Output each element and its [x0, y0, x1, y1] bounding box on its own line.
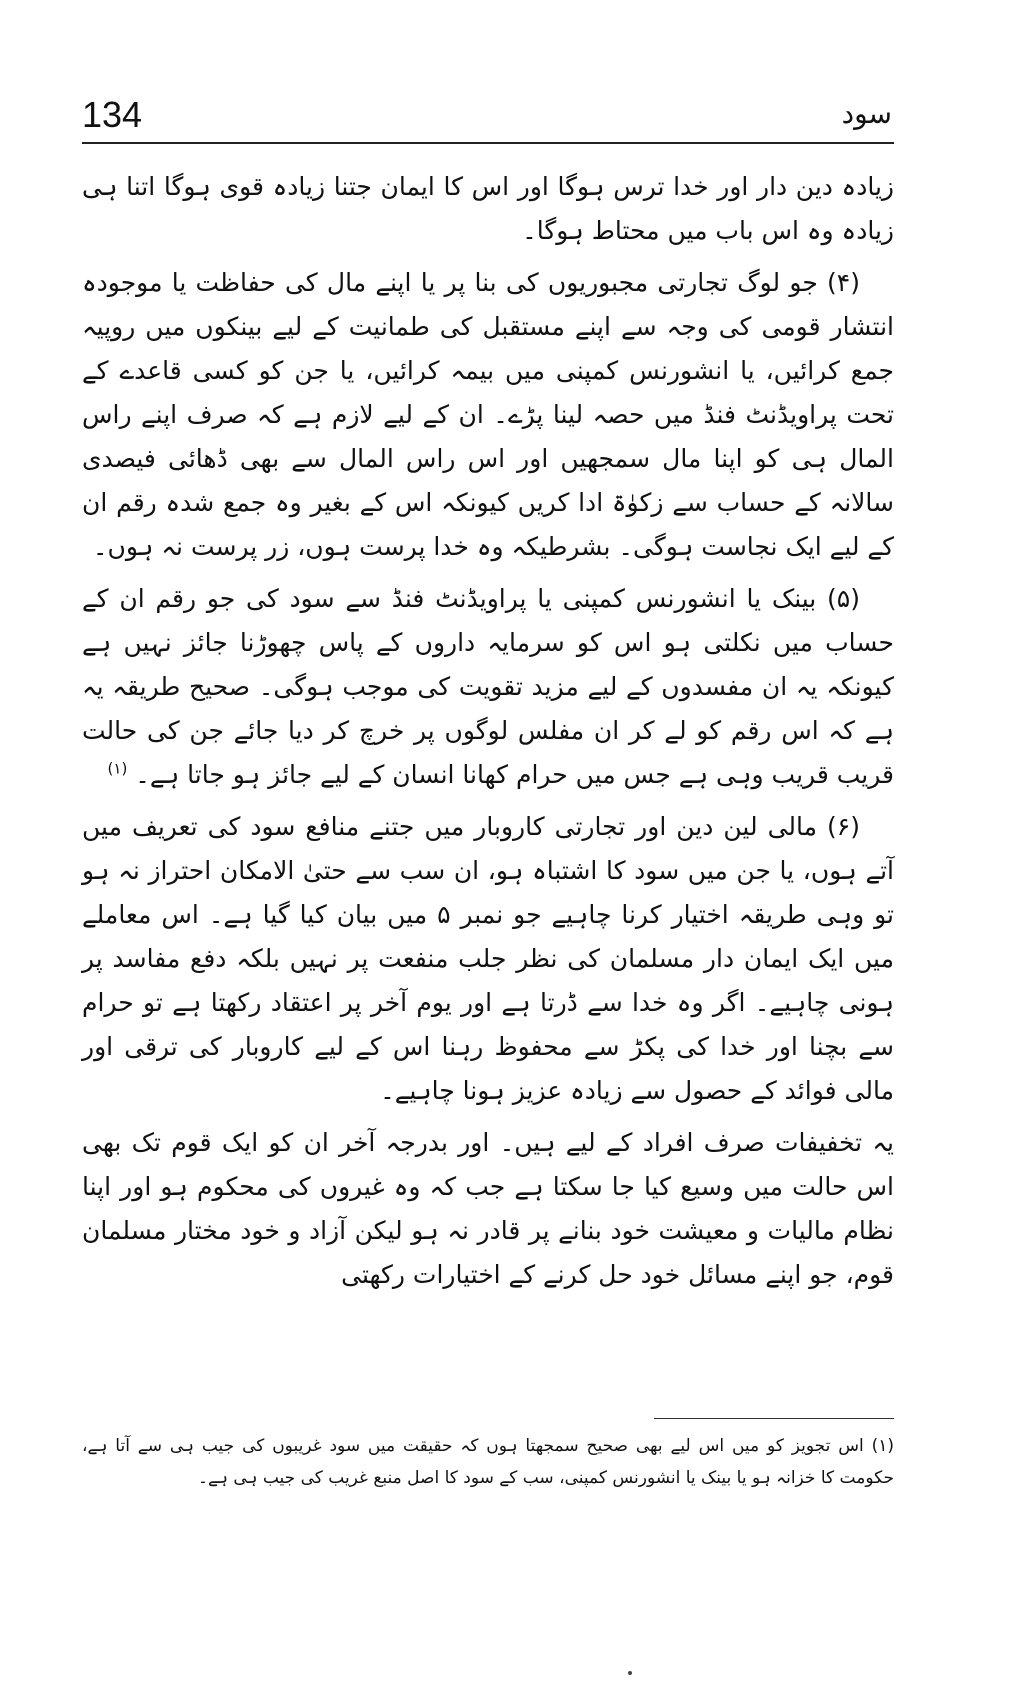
paragraph-continuation: زیادہ دین دار اور خدا ترس ہوگا اور اس کا ایمان جتنا زیادہ قوی ہوگا اتنا ہی زیادہ وہ اس باب میں محتاط ہوگا۔ [82, 172, 894, 245]
footnote-text: اس تجویز کو میں اس لیے بھی صحیح سمجھتا ہوں کہ حقیقت میں سود غریبوں کی جیب ہی سے آتا ہے، حکومت کا خزانہ ہو یا بینک یا انشورنس کمپنی، سب کے سود کا اصل منبع غریب کی جیب ہی ہے۔ [82, 1436, 894, 1488]
paragraph-concessions: یہ تخفیفات صرف افراد کے لیے ہیں۔ اور بدرجہ آخر ان کو ایک قوم تک بھی اس حالت میں وسیع کیا جا سکتا ہے جب کہ وہ غیروں کی محکوم ہو اور اپنا نظام مالیات و معیشت خود بنانے پر قادر نہ ہو لیکن آزاد و خود مختار مسلمان قوم، جو اپنے مسائل خود حل کرنے کے اختیارات رکھتی [82, 1128, 894, 1289]
footnote-rule [654, 1418, 894, 1419]
paragraph-point-5-text: (۵) بینک یا انشورنس کمپنی یا پراویڈنٹ فنڈ سے سود کی جو رقم ان کے حساب میں نکلتی ہو اس کو سرمایہ داروں کے پاس چھوڑنا جائز نہیں ہے کیونکہ یہ ان مفسدوں کے لیے مزید تقویت کی موجب ہوگی۔ صحیح طریقہ یہ ہے کہ اس رقم کو لے کر ان مفلس لوگوں پر خرچ کر دیا جائے جن کی حالت قریب قریب وہی ہے جس میں حرام کھانا انسان کے لیے جائز ہو جاتا ہے۔ [82, 584, 894, 789]
header-rule [82, 142, 894, 144]
paragraph-point-4: (۴) جو لوگ تجارتی مجبوریوں کی بنا پر یا اپنے مال کی حفاظت یا موجودہ انتشار قومی کی وجہ سے اپنے مستقبل کی طمانیت کے لیے بینکوں میں روپیہ جمع کرائیں، یا انشورنس کمپنی میں بیمہ کرائیں، یا جن کو کسی قاعدے کے تحت پراویڈنٹ فنڈ میں حصہ لینا پڑے۔ ان کے لیے لازم ہے کہ صرف اپنے راس المال ہی کو اپنا مال سمجھیں اور اس راس المال سے بھی ڈھائی فیصدی سالانہ کے حساب سے زکوٰۃ ادا کریں کیونکہ اس کے بغیر وہ جمع شدہ رقم ان کے لیے ایک نجاست ہوگی۔ بشرطیکہ وہ خدا پرست ہوں، زر پرست نہ ہوں۔ [82, 268, 894, 561]
page-header [82, 95, 892, 141]
page-number: 134 [82, 94, 143, 135]
running-title: سود [841, 97, 892, 130]
body-text [82, 165, 894, 1305]
footnote [82, 1430, 894, 1494]
scan-speck [628, 1671, 632, 1675]
paragraph-point-6: (۶) مالی لین دین اور تجارتی کاروبار میں جتنے منافع سود کی تعریف میں آتے ہوں، یا جن میں سود کا اشتباہ ہو، ان سب سے حتیٰ الامکان احتراز نہ ہو تو وہی طریقہ اختیار کرنا چاہیے جو نمبر ۵ میں بیان کیا گیا ہے۔ اس معاملے میں ایک ایمان دار مسلمان کی نظر جلب منفعت پر نہیں بلکہ دفع مفاسد پر ہونی چاہیے۔ اگر وہ خدا سے ڈرتا ہے اور یوم آخر پر اعتقاد رکھتا ہے تو حرام سے بچنا اور خدا کی پکڑ سے محفوظ رہنا اس کے لیے کاروبار کی ترقی اور مالی فوائد کے حصول سے زیادہ عزیز ہونا چاہیے۔ [82, 812, 894, 1105]
footnote-marker: (۱) [871, 1436, 894, 1456]
footnote-reference: (۱) [107, 759, 128, 778]
paragraph-point-5 [82, 577, 894, 797]
